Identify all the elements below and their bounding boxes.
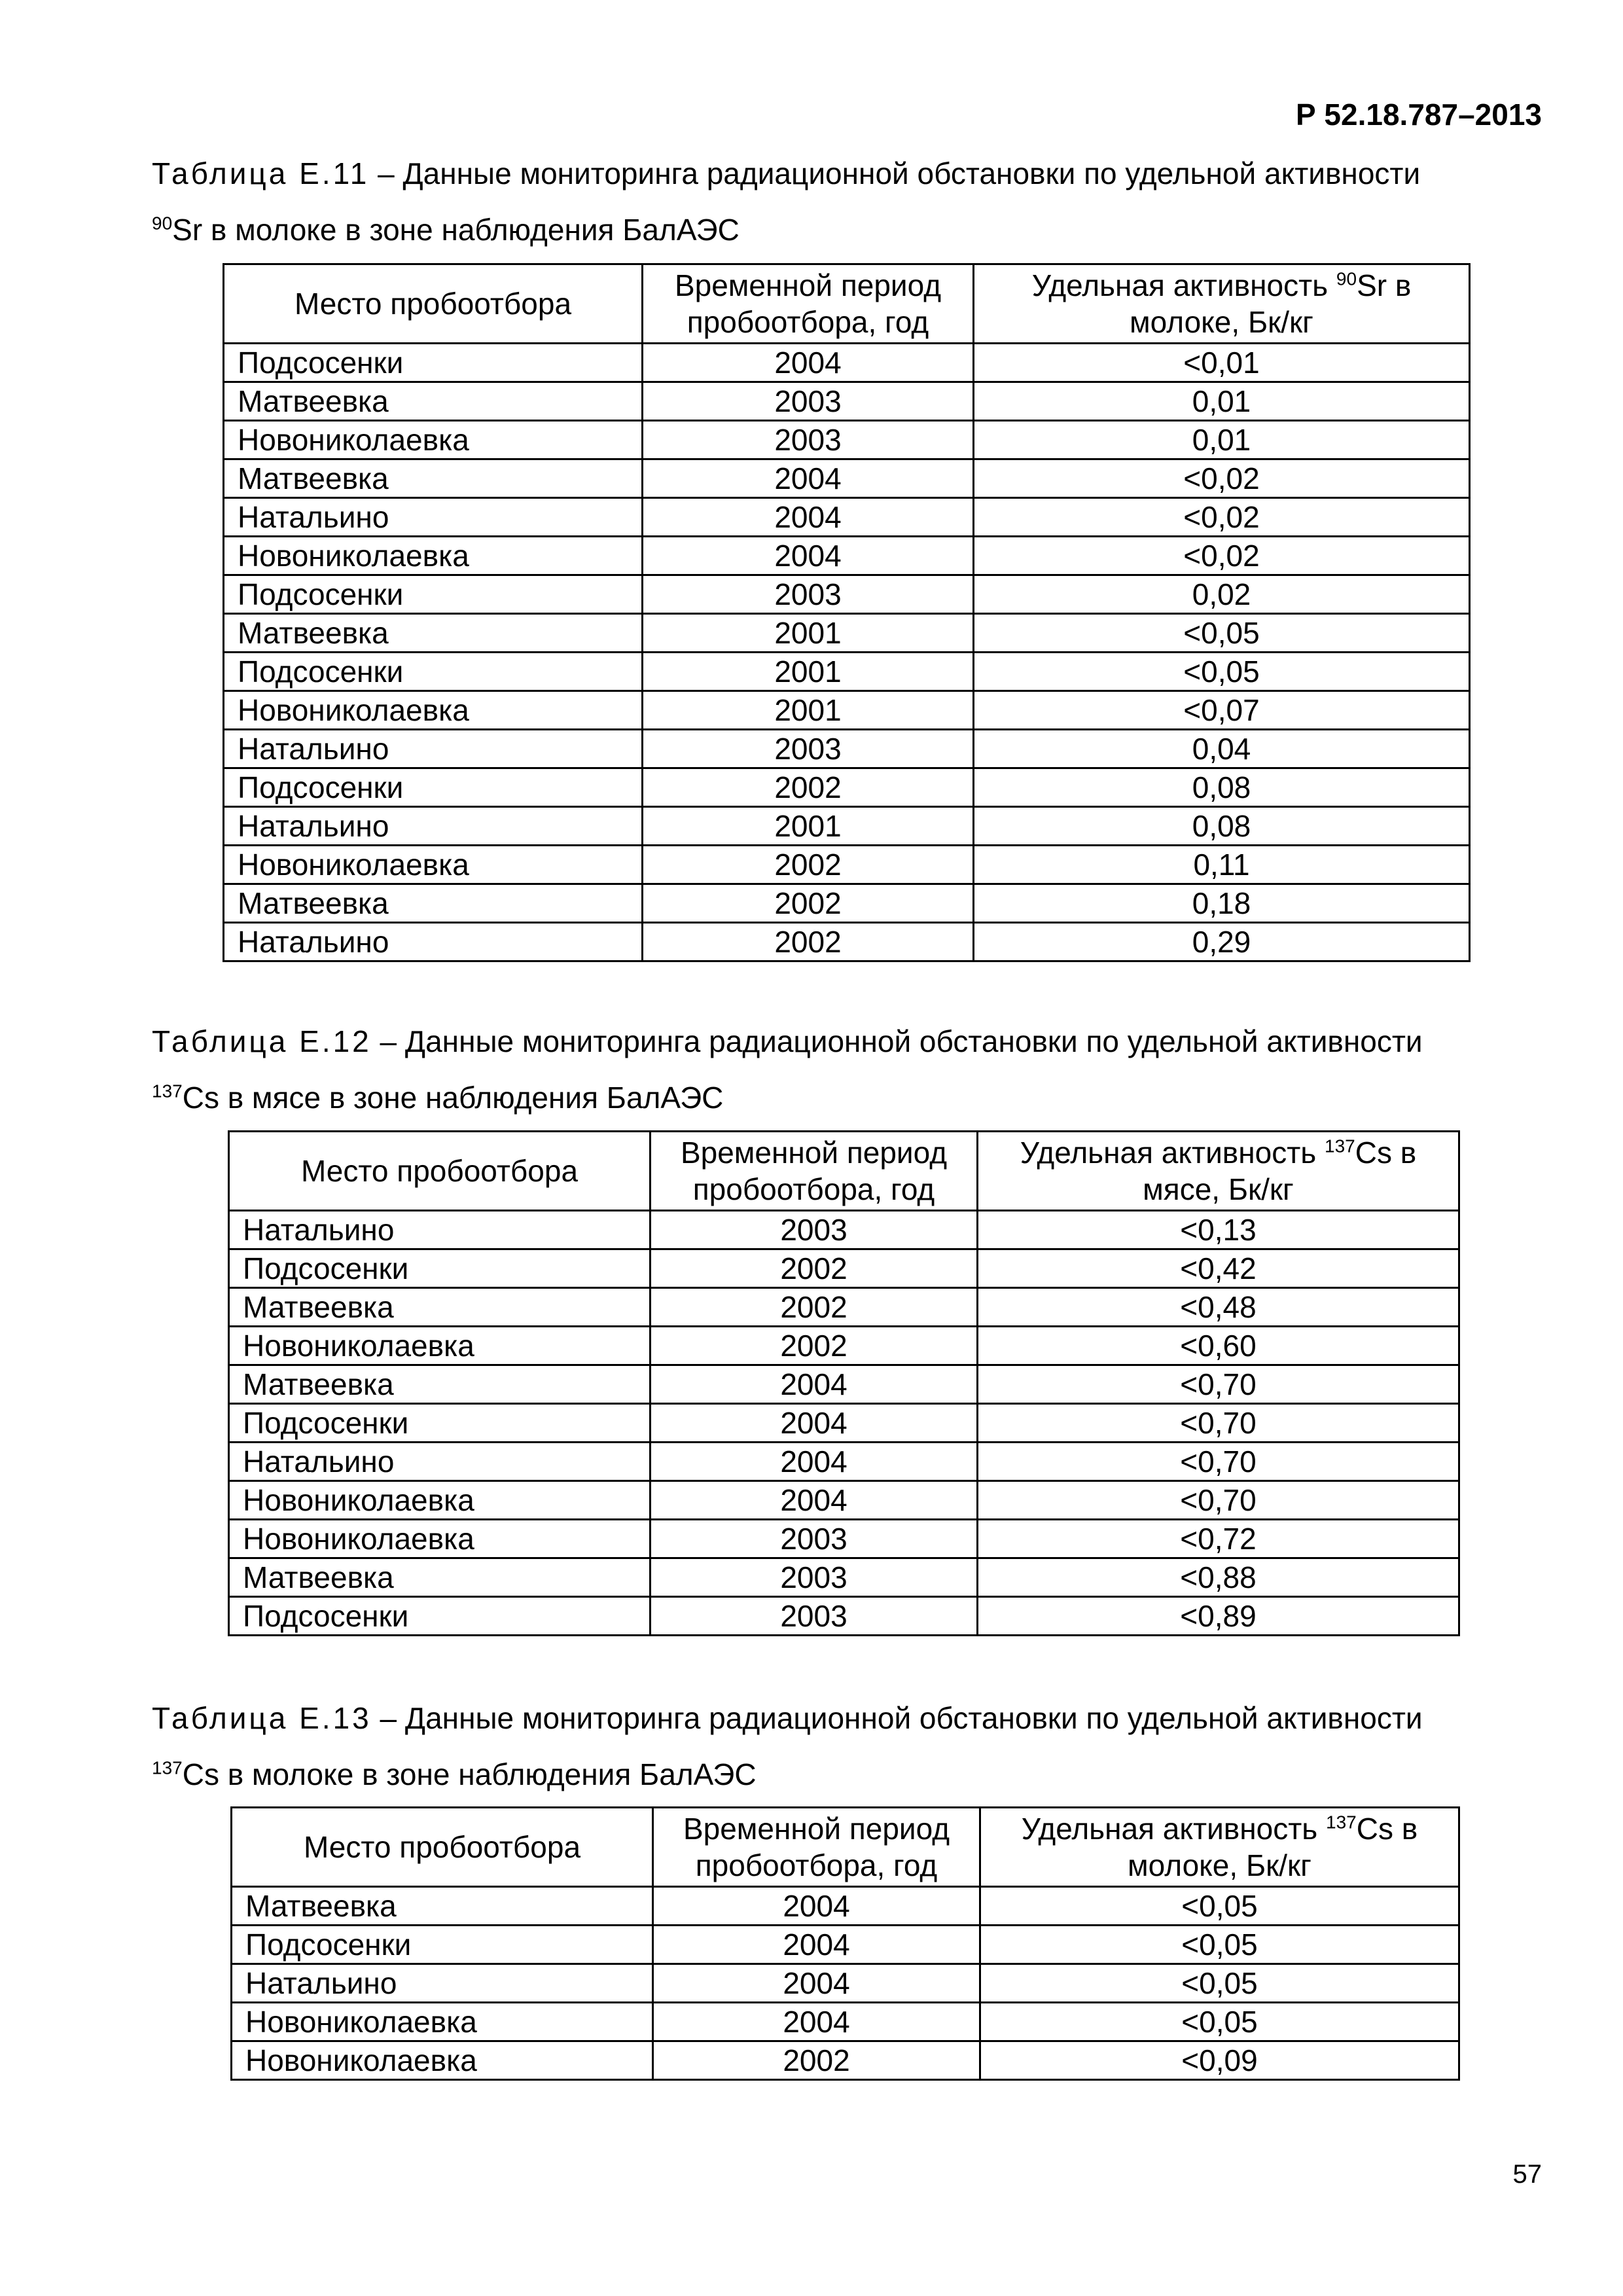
cell-period: 2004 [653, 2003, 980, 2041]
cell-period: 2003 [643, 575, 974, 614]
cell-period: 2004 [653, 1964, 980, 2003]
table-caption-line2: Cs в мясе в зоне наблюдения БалАЭС [182, 1081, 724, 1115]
table-row [224, 459, 1470, 498]
header-activity: Удельная активность $^{90}$Sr в молоке, Бк/кг [974, 264, 1470, 344]
table-row [229, 1558, 1459, 1597]
table-row [224, 846, 1470, 884]
table-caption-name: Таблица Е.13 [152, 1701, 372, 1735]
cell-place: Подсосенки [229, 1597, 651, 1636]
table-row [224, 730, 1470, 768]
header-place: Место пробоотбора [224, 264, 643, 344]
table-row [232, 2003, 1459, 2041]
cell-period: 2003 [643, 382, 974, 421]
cell-activity: 0,01 [974, 382, 1470, 421]
cell-place: Подсосенки [224, 344, 643, 382]
header-period: Временной период пробоотбора, год [653, 1808, 980, 1887]
table-row [229, 1443, 1459, 1481]
table-row [232, 2041, 1459, 2080]
cell-place: Натальино [232, 1964, 653, 2003]
table-row [224, 382, 1470, 421]
cell-activity: <0,02 [974, 498, 1470, 537]
cell-place: Подсосенки [224, 575, 643, 614]
table-row [229, 1288, 1459, 1327]
cell-activity: <0,05 [980, 2003, 1459, 2041]
table-row [224, 537, 1470, 575]
table-row [229, 1481, 1459, 1520]
cell-place: Новониколаевка [224, 537, 643, 575]
cell-period: 2004 [653, 1926, 980, 1964]
cell-period: 2001 [643, 691, 974, 730]
cell-place: Натальино [224, 807, 643, 846]
table-row [229, 1365, 1459, 1404]
table-row [229, 1249, 1459, 1288]
cell-place: Матвеевка [232, 1887, 653, 1926]
cell-activity: <0,72 [978, 1520, 1459, 1558]
cell-period: 2003 [643, 730, 974, 768]
table-row [224, 575, 1470, 614]
cell-period: 2002 [651, 1288, 978, 1327]
cell-place: Натальино [224, 730, 643, 768]
caption-isotope-superscript: 137 [152, 1081, 183, 1102]
cell-place: Матвеевка [229, 1288, 651, 1327]
table-row [224, 768, 1470, 807]
table-caption-e12 [152, 1013, 1539, 1126]
table-caption-line2: Cs в молоке в зоне наблюдения БалАЭС [182, 1757, 757, 1791]
cell-period: 2002 [651, 1327, 978, 1365]
cell-period: 2004 [643, 537, 974, 575]
cell-place: Натальино [229, 1211, 651, 1249]
cell-place: Матвеевка [224, 459, 643, 498]
cell-activity: <0,70 [978, 1481, 1459, 1520]
table-row [232, 1926, 1459, 1964]
cell-activity: 0,08 [974, 807, 1470, 846]
header-period: Временной период пробоотбора, год [651, 1132, 978, 1211]
cell-period: 2001 [643, 807, 974, 846]
table-row [224, 614, 1470, 653]
cell-activity: 0,18 [974, 884, 1470, 923]
cell-period: 2004 [643, 498, 974, 537]
cell-activity: <0,05 [980, 1964, 1459, 2003]
header-activity: Удельная активность $^{137}$Cs в молоке, Бк/кг [980, 1808, 1459, 1887]
cell-activity: <0,70 [978, 1443, 1459, 1481]
header-place: Место пробоотбора [232, 1808, 653, 1887]
cell-period: 2003 [651, 1520, 978, 1558]
cell-activity: 0,02 [974, 575, 1470, 614]
cell-place: Подсосенки [229, 1404, 651, 1443]
cell-place: Натальино [224, 498, 643, 537]
table-caption-name: Таблица Е.11 [152, 156, 370, 190]
table-row [224, 923, 1470, 961]
cell-period: 2003 [643, 421, 974, 459]
table-e13 [230, 1806, 1460, 2081]
cell-place: Новониколаевка [224, 421, 643, 459]
cell-place: Новониколаевка [232, 2003, 653, 2041]
table-e12 [228, 1130, 1460, 1636]
caption-isotope-superscript: 137 [152, 1757, 183, 1778]
table-row [229, 1597, 1459, 1636]
cell-period: 2002 [651, 1249, 978, 1288]
cell-activity: <0,02 [974, 537, 1470, 575]
table-caption-line2: Sr в молоке в зоне наблюдения БалАЭС [172, 213, 740, 247]
table-row [224, 344, 1470, 382]
cell-period: 2003 [651, 1211, 978, 1249]
cell-place: Матвеевка [224, 382, 643, 421]
cell-period: 2004 [651, 1443, 978, 1481]
header-place: Место пробоотбора [229, 1132, 651, 1211]
cell-period: 2004 [643, 344, 974, 382]
table-row [224, 653, 1470, 691]
table-row [232, 1964, 1459, 2003]
cell-place: Матвеевка [229, 1558, 651, 1597]
cell-activity: <0,89 [978, 1597, 1459, 1636]
header-activity: Удельная активность $^{137}$Cs в мясе, Бк/кг [978, 1132, 1459, 1211]
cell-activity: <0,70 [978, 1404, 1459, 1443]
cell-period: 2004 [653, 1887, 980, 1926]
cell-activity: <0,05 [974, 614, 1470, 653]
cell-activity: 0,11 [974, 846, 1470, 884]
cell-place: Подсосенки [232, 1926, 653, 1964]
cell-period: 2001 [643, 653, 974, 691]
cell-period: 2002 [643, 884, 974, 923]
header-period: Временной период пробоотбора, год [643, 264, 974, 344]
cell-place: Новониколаевка [229, 1520, 651, 1558]
cell-period: 2002 [643, 768, 974, 807]
cell-period: 2001 [643, 614, 974, 653]
cell-activity: <0,05 [980, 1926, 1459, 1964]
cell-period: 2004 [651, 1481, 978, 1520]
cell-activity: <0,02 [974, 459, 1470, 498]
table-row [229, 1327, 1459, 1365]
cell-period: 2004 [643, 459, 974, 498]
page-number: 57 [1512, 2160, 1542, 2189]
table-caption-name: Таблица Е.12 [152, 1024, 372, 1058]
table-row [224, 421, 1470, 459]
cell-activity: <0,48 [978, 1288, 1459, 1327]
table-caption-e13 [152, 1690, 1539, 1803]
table-row [224, 807, 1470, 846]
cell-activity: 0,29 [974, 923, 1470, 961]
cell-activity: <0,05 [980, 1887, 1459, 1926]
cell-activity: <0,07 [974, 691, 1470, 730]
cell-period: 2002 [643, 923, 974, 961]
table-row [224, 691, 1470, 730]
cell-activity: <0,70 [978, 1365, 1459, 1404]
cell-activity: 0,01 [974, 421, 1470, 459]
cell-period: 2003 [651, 1597, 978, 1636]
cell-activity: <0,88 [978, 1558, 1459, 1597]
cell-place: Новониколаевка [229, 1327, 651, 1365]
cell-place: Подсосенки [224, 768, 643, 807]
cell-activity: 0,04 [974, 730, 1470, 768]
cell-place: Матвеевка [224, 884, 643, 923]
table-row [229, 1211, 1459, 1249]
cell-place: Подсосенки [224, 653, 643, 691]
cell-place: Матвеевка [224, 614, 643, 653]
table-row [229, 1404, 1459, 1443]
cell-activity: <0,13 [978, 1211, 1459, 1249]
cell-place: Матвеевка [229, 1365, 651, 1404]
caption-isotope-superscript: 90 [152, 213, 173, 234]
table-caption-e11 [152, 145, 1539, 258]
table-row [224, 884, 1470, 923]
cell-activity: <0,01 [974, 344, 1470, 382]
table-caption-text: – Данные мониторинга радиационной обстановки по удельной активности [371, 1701, 1423, 1735]
cell-period: 2004 [651, 1365, 978, 1404]
table-caption-text: – Данные мониторинга радиационной обстановки по удельной активности [371, 1024, 1423, 1058]
cell-place: Новониколаевка [232, 2041, 653, 2080]
cell-activity: <0,09 [980, 2041, 1459, 2080]
cell-activity: <0,05 [974, 653, 1470, 691]
cell-place: Подсосенки [229, 1249, 651, 1288]
cell-place: Натальино [224, 923, 643, 961]
table-caption-text: – Данные мониторинга радиационной обстановки по удельной активности [369, 156, 1421, 190]
cell-period: 2002 [643, 846, 974, 884]
table-row [229, 1520, 1459, 1558]
table-e11 [223, 263, 1471, 962]
table-row [224, 498, 1470, 537]
cell-activity: <0,42 [978, 1249, 1459, 1288]
cell-place: Натальино [229, 1443, 651, 1481]
cell-period: 2004 [651, 1404, 978, 1443]
table-row [232, 1887, 1459, 1926]
cell-place: Новониколаевка [224, 691, 643, 730]
cell-place: Новониколаевка [224, 846, 643, 884]
document-code: Р 52.18.787–2013 [1295, 98, 1542, 132]
cell-period: 2003 [651, 1558, 978, 1597]
cell-activity: 0,08 [974, 768, 1470, 807]
cell-period: 2002 [653, 2041, 980, 2080]
cell-place: Новониколаевка [229, 1481, 651, 1520]
cell-activity: <0,60 [978, 1327, 1459, 1365]
